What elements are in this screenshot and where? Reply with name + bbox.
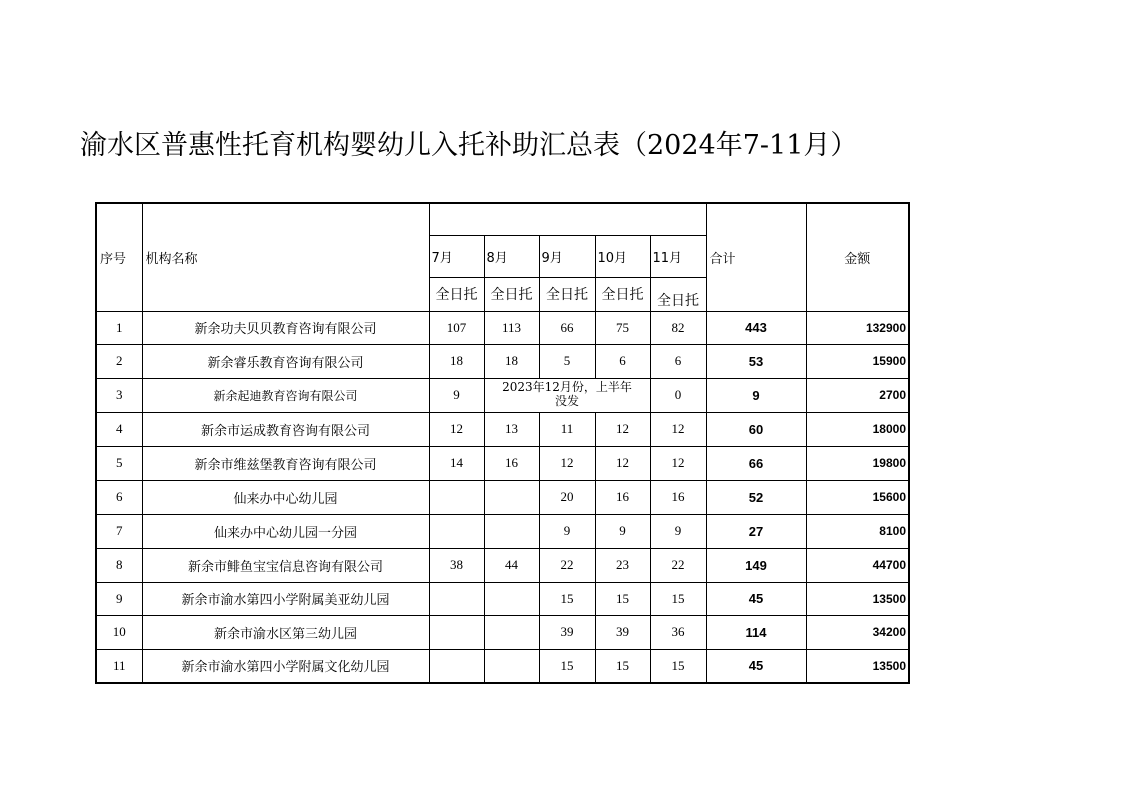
row-total: 66 <box>706 446 806 480</box>
row-seq: 8 <box>96 548 142 582</box>
row-month-7: 12 <box>429 412 484 446</box>
table-row <box>96 649 909 683</box>
table-row <box>96 514 909 548</box>
row-note-line-1: 2023年12月份，上半年 <box>502 379 632 394</box>
row-month-10: 15 <box>595 649 650 683</box>
row-month-10: 9 <box>595 514 650 548</box>
row-month-8 <box>484 480 539 514</box>
subsidy-summary-table <box>95 202 910 684</box>
header-care-type-7: 全日托 <box>429 277 484 311</box>
row-amount: 8100 <box>806 514 909 548</box>
header-care-type-11: 全日托 <box>650 277 706 311</box>
row-seq: 4 <box>96 412 142 446</box>
row-amount: 2700 <box>806 378 909 412</box>
row-total: 149 <box>706 548 806 582</box>
row-total: 9 <box>706 378 806 412</box>
row-month-11: 15 <box>650 649 706 683</box>
row-note <box>484 378 650 412</box>
row-month-10: 75 <box>595 311 650 344</box>
table-row <box>96 412 909 446</box>
row-total: 45 <box>706 649 806 683</box>
row-month-8: 13 <box>484 412 539 446</box>
row-month-7 <box>429 615 484 649</box>
row-total: 52 <box>706 480 806 514</box>
row-total: 60 <box>706 412 806 446</box>
row-month-9: 39 <box>539 615 595 649</box>
table-row <box>96 582 909 615</box>
row-seq: 11 <box>96 649 142 683</box>
row-month-7: 14 <box>429 446 484 480</box>
row-org-name: 新余起迪教育咨询有限公司 <box>142 378 429 412</box>
row-seq: 6 <box>96 480 142 514</box>
header-month-7: 7月 <box>429 235 484 277</box>
row-month-11: 9 <box>650 514 706 548</box>
table-row <box>96 480 909 514</box>
row-seq: 1 <box>96 311 142 344</box>
row-month-10: 16 <box>595 480 650 514</box>
row-amount: 19800 <box>806 446 909 480</box>
table-row <box>96 548 909 582</box>
row-month-9: 12 <box>539 446 595 480</box>
header-seq: 序号 <box>96 203 142 311</box>
row-org-name: 新余市运成教育咨询有限公司 <box>142 412 429 446</box>
row-month-11: 82 <box>650 311 706 344</box>
row-month-9: 5 <box>539 344 595 378</box>
header-month-11: 11月 <box>650 235 706 277</box>
row-total: 45 <box>706 582 806 615</box>
row-month-10: 12 <box>595 412 650 446</box>
row-month-8 <box>484 649 539 683</box>
row-month-10: 6 <box>595 344 650 378</box>
row-month-9: 22 <box>539 548 595 582</box>
row-org-name: 新余功夫贝贝教育咨询有限公司 <box>142 311 429 344</box>
row-month-11: 16 <box>650 480 706 514</box>
header-months-group <box>429 203 706 235</box>
row-month-9: 11 <box>539 412 595 446</box>
row-month-11: 12 <box>650 446 706 480</box>
header-month-10: 10月 <box>595 235 650 277</box>
row-month-7: 18 <box>429 344 484 378</box>
row-month-9: 15 <box>539 649 595 683</box>
row-seq: 9 <box>96 582 142 615</box>
row-month-11: 15 <box>650 582 706 615</box>
row-seq: 2 <box>96 344 142 378</box>
header-amount: 金额 <box>806 203 909 311</box>
row-month-11: 0 <box>650 378 706 412</box>
row-month-8: 44 <box>484 548 539 582</box>
row-month-7 <box>429 514 484 548</box>
row-amount: 34200 <box>806 615 909 649</box>
header-care-type-10: 全日托 <box>595 277 650 311</box>
table-row <box>96 615 909 649</box>
row-amount: 15600 <box>806 480 909 514</box>
row-month-11: 22 <box>650 548 706 582</box>
row-org-name: 新余市渝水区第三幼儿园 <box>142 615 429 649</box>
row-seq: 5 <box>96 446 142 480</box>
row-seq: 10 <box>96 615 142 649</box>
row-total: 114 <box>706 615 806 649</box>
row-month-9: 66 <box>539 311 595 344</box>
row-month-8 <box>484 514 539 548</box>
row-month-9: 15 <box>539 582 595 615</box>
row-month-8: 113 <box>484 311 539 344</box>
header-care-type-9: 全日托 <box>539 277 595 311</box>
row-org-name: 仙来办中心幼儿园一分园 <box>142 514 429 548</box>
row-total: 53 <box>706 344 806 378</box>
row-seq: 3 <box>96 378 142 412</box>
row-org-name: 新余市渝水第四小学附属文化幼儿园 <box>142 649 429 683</box>
row-note-line-2: 没发 <box>554 393 579 408</box>
row-month-9: 9 <box>539 514 595 548</box>
row-seq: 7 <box>96 514 142 548</box>
row-month-10: 39 <box>595 615 650 649</box>
row-month-7 <box>429 649 484 683</box>
row-month-7: 107 <box>429 311 484 344</box>
row-month-8: 16 <box>484 446 539 480</box>
row-month-11: 6 <box>650 344 706 378</box>
row-org-name: 新余市渝水第四小学附属美亚幼儿园 <box>142 582 429 615</box>
header-total: 合计 <box>706 203 806 311</box>
row-amount: 18000 <box>806 412 909 446</box>
row-month-8 <box>484 615 539 649</box>
row-org-name: 新余市维兹堡教育咨询有限公司 <box>142 446 429 480</box>
row-amount: 132900 <box>806 311 909 344</box>
row-month-7: 38 <box>429 548 484 582</box>
table-row <box>96 344 909 378</box>
row-total: 27 <box>706 514 806 548</box>
header-month-9: 9月 <box>539 235 595 277</box>
row-org-name: 仙来办中心幼儿园 <box>142 480 429 514</box>
header-care-type-8: 全日托 <box>484 277 539 311</box>
header-org-name: 机构名称 <box>142 203 429 311</box>
table-row <box>96 378 909 412</box>
row-total: 443 <box>706 311 806 344</box>
header-month-8: 8月 <box>484 235 539 277</box>
row-org-name: 新余市鲱鱼宝宝信息咨询有限公司 <box>142 548 429 582</box>
row-month-11: 36 <box>650 615 706 649</box>
row-month-7 <box>429 480 484 514</box>
row-amount: 44700 <box>806 548 909 582</box>
table-row <box>96 446 909 480</box>
row-amount: 13500 <box>806 649 909 683</box>
row-month-7: 9 <box>429 378 484 412</box>
row-month-8 <box>484 582 539 615</box>
row-month-7 <box>429 582 484 615</box>
row-month-8: 18 <box>484 344 539 378</box>
row-amount: 13500 <box>806 582 909 615</box>
row-month-10: 15 <box>595 582 650 615</box>
row-org-name: 新余睿乐教育咨询有限公司 <box>142 344 429 378</box>
row-month-10: 23 <box>595 548 650 582</box>
row-month-11: 12 <box>650 412 706 446</box>
row-month-9: 20 <box>539 480 595 514</box>
row-amount: 15900 <box>806 344 909 378</box>
table-row <box>96 311 909 344</box>
document-title: 渝水区普惠性托育机构婴幼儿入托补助汇总表（2024年7-11月） <box>80 130 858 161</box>
row-month-10: 12 <box>595 446 650 480</box>
